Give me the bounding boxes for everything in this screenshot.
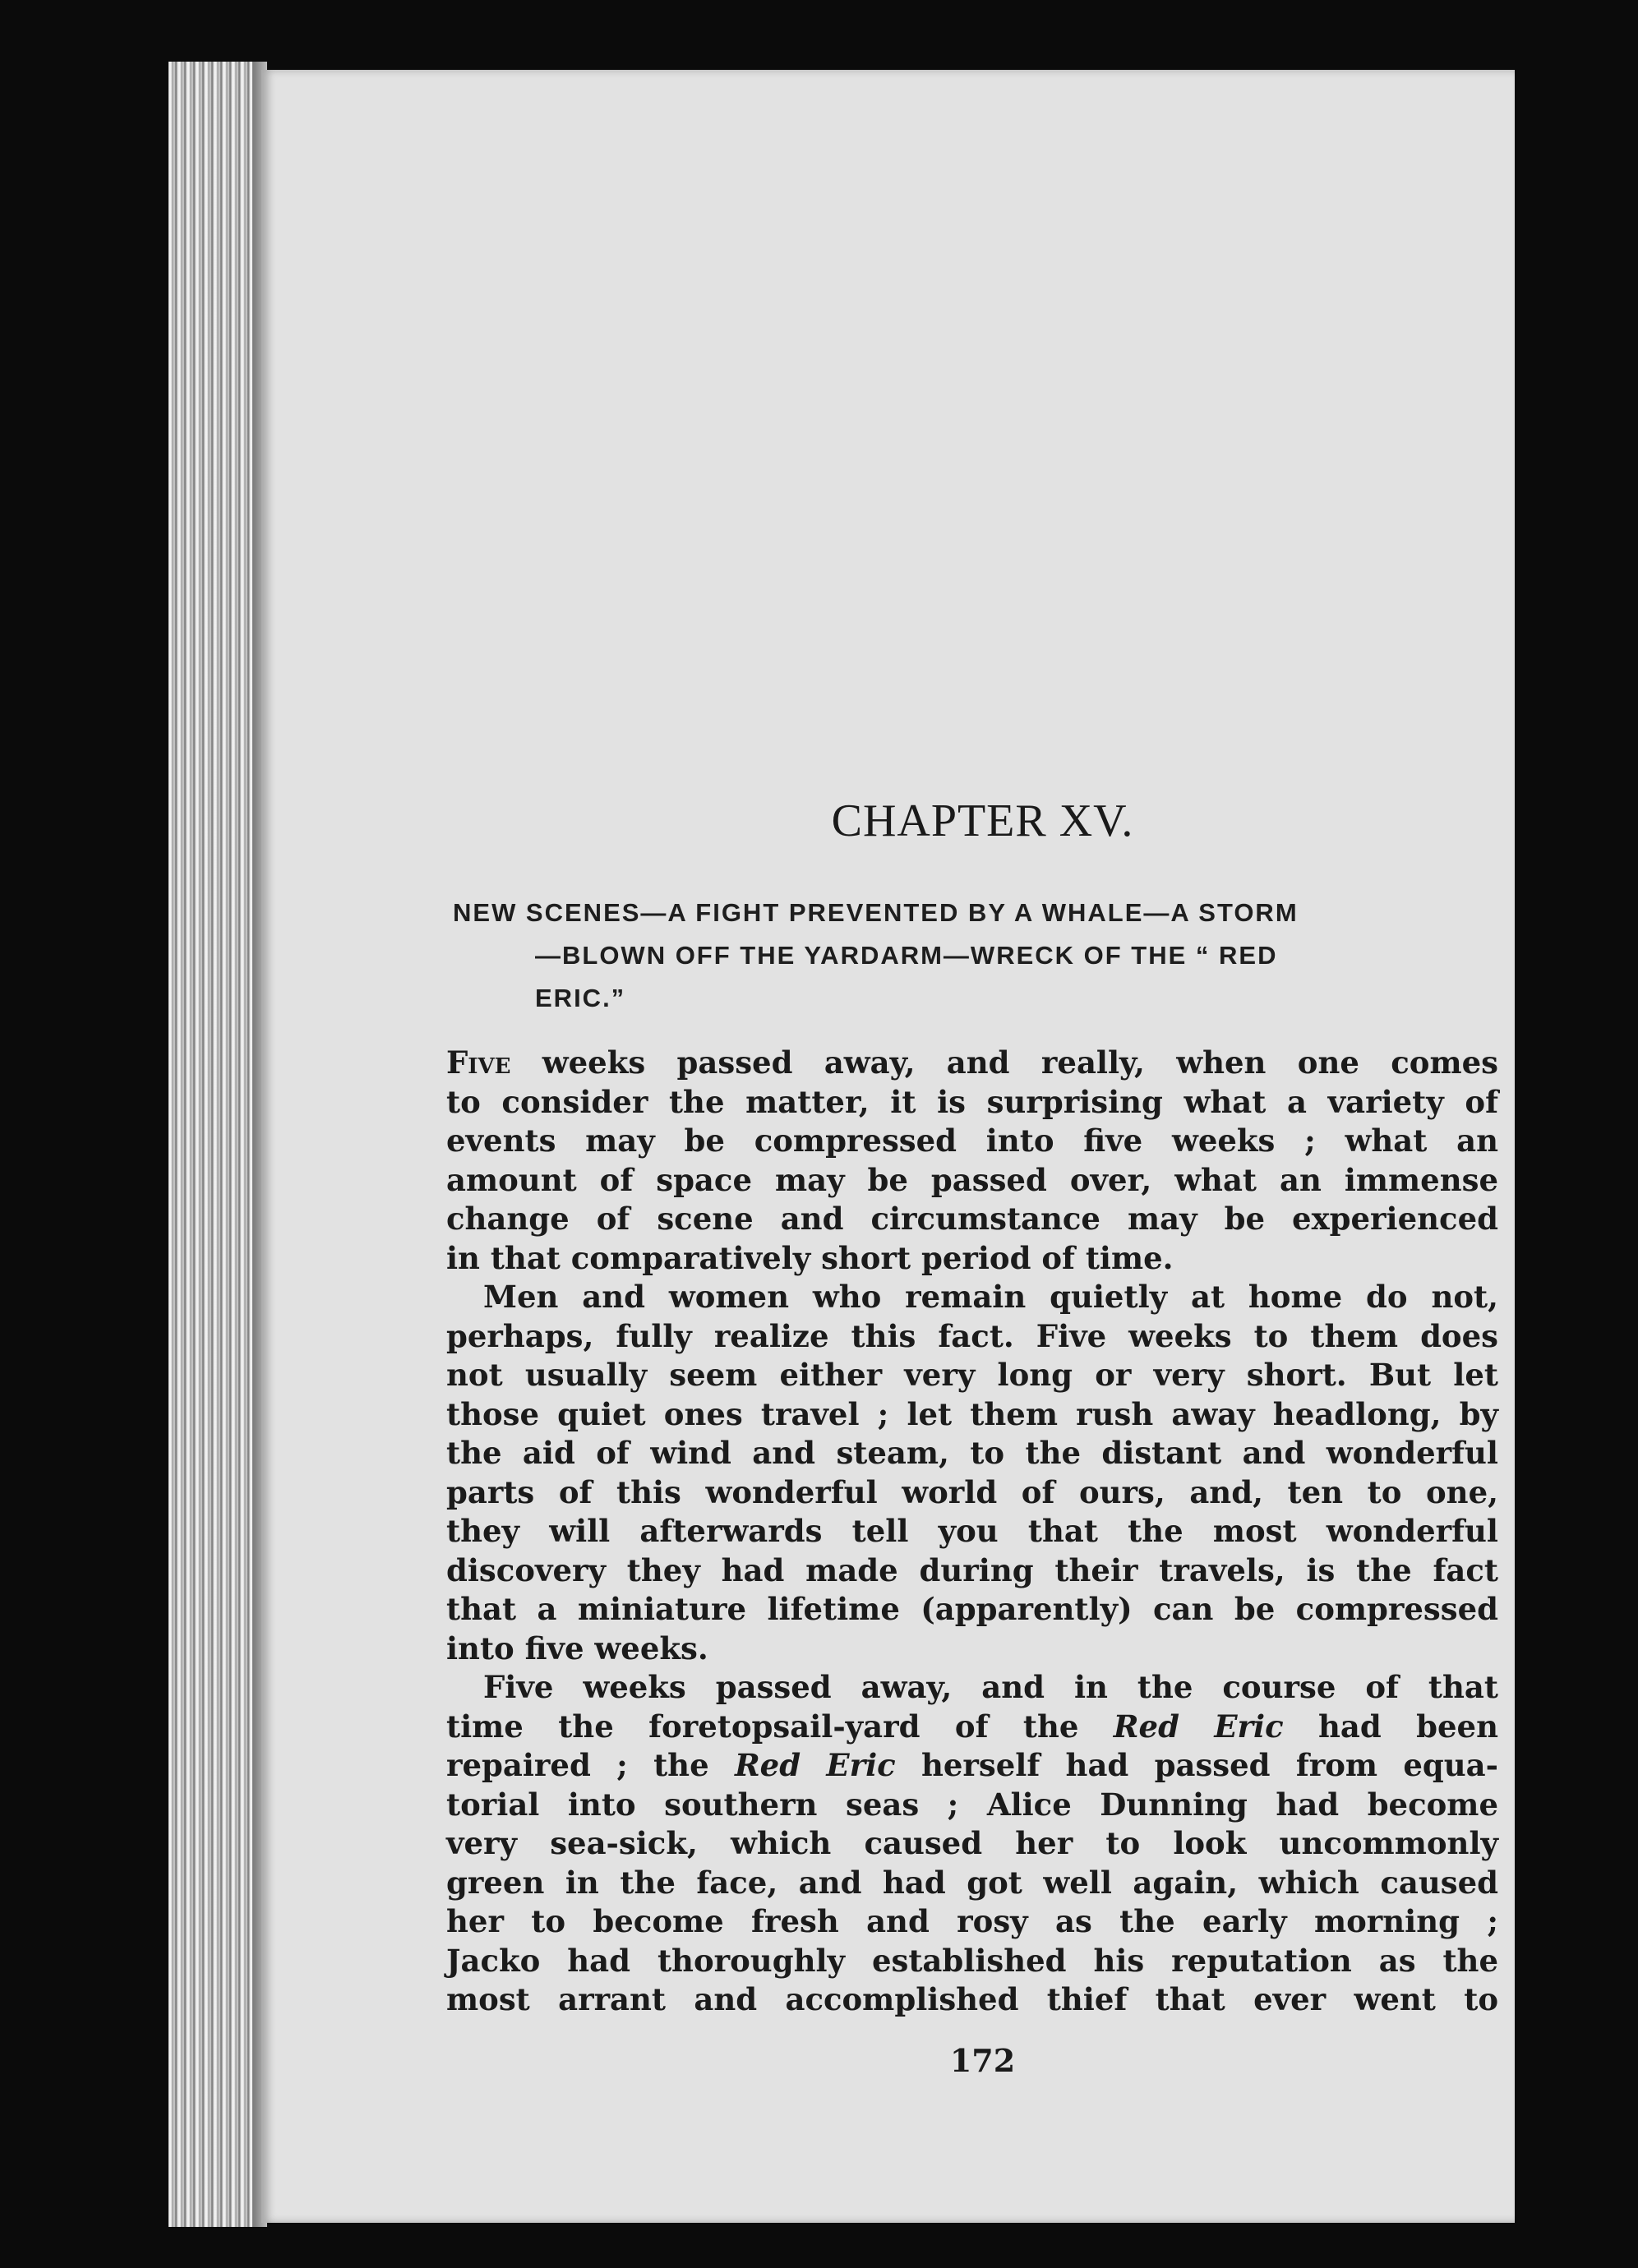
text-segment: repaired ; the: [446, 1747, 735, 1783]
paragraph: [446, 1044, 1498, 1278]
chapter-synopsis: [453, 892, 1497, 1020]
synopsis-line: —BLOWN OFF THE YARDARM—WRECK OF THE “ RED: [535, 941, 1278, 970]
synopsis-line: NEW SCENES—A FIGHT PREVENTED BY A WHALE—A STORM: [453, 898, 1299, 927]
text-line: [446, 1864, 1498, 1903]
text-line: [446, 1668, 1498, 1708]
text-line: [446, 1942, 1498, 1981]
italic-text: Red Eric: [734, 1747, 896, 1783]
italic-text: Red Eric: [1113, 1708, 1284, 1745]
page-number: 172: [949, 2042, 1016, 2079]
text-line: [446, 1902, 1498, 1942]
text-line: [446, 1356, 1498, 1395]
text-segment: change of scene and circumstance may be experienced: [446, 1201, 1498, 1237]
text-line: [446, 1512, 1498, 1551]
text-segment: perhaps, fully realize this fact. Five weeks to them does: [446, 1317, 1498, 1354]
text-segment: Five weeks passed away, and in the course of that: [483, 1669, 1498, 1705]
text-segment: Jacko had thoroughly established his reputation as the: [446, 1942, 1498, 1979]
text-line: [446, 1278, 1498, 1317]
text-segment: torial into southern seas ; Alice Dunning had become: [446, 1786, 1498, 1823]
text-line: [446, 1122, 1498, 1161]
text-line: [446, 1708, 1498, 1747]
text-segment: in that comparatively short period of time.: [446, 1239, 1174, 1276]
text-segment: green in the face, and had got well again, which caused: [446, 1864, 1498, 1901]
book-page-edges: [168, 62, 267, 2227]
text-segment: most arrant and accomplished thief that ever went to: [446, 1981, 1498, 2017]
text-segment: parts of this wonderful world of ours, and, ten to one,: [446, 1473, 1498, 1510]
text-line: [446, 1746, 1498, 1786]
text-segment: discovery they had made during their travels, is the fact: [446, 1551, 1498, 1588]
text-line: [446, 1590, 1498, 1630]
text-segment: to consider the matter, it is surprising what a variety of: [446, 1083, 1498, 1120]
text-segment: herself had passed from equa-: [895, 1747, 1499, 1783]
text-segment: the aid of wind and steam, to the distant and wonderful: [446, 1435, 1498, 1471]
text-segment: that a miniature lifetime (apparently) can be compressed: [446, 1591, 1498, 1627]
text-segment: not usually seem either very long or very short. But let: [446, 1357, 1498, 1393]
text-segment: amount of space may be passed over, what an immense: [446, 1161, 1498, 1198]
text-segment: very sea-sick, which caused her to look uncommonly: [446, 1825, 1498, 1861]
text-line: [446, 1824, 1498, 1864]
text-line: [446, 1786, 1498, 1825]
text-line: [446, 1395, 1498, 1435]
paragraph: [446, 1668, 1498, 2020]
text-line: [446, 1434, 1498, 1473]
text-segment: events may be compressed into five weeks ; what an: [446, 1122, 1498, 1159]
text-line: [446, 1551, 1498, 1591]
text-segment: time the foretopsail-yard of the: [446, 1708, 1114, 1745]
text-segment: weeks passed away, and really, when one comes: [510, 1044, 1498, 1081]
text-segment: her to become fresh and rosy as the early morning ;: [446, 1903, 1498, 1939]
text-segment: into five weeks.: [446, 1630, 708, 1666]
text-line: [446, 1980, 1498, 2020]
text-line: [446, 1317, 1498, 1357]
book-page: [261, 70, 1515, 2223]
text-line: [446, 1200, 1498, 1239]
text-segment: those quiet ones travel ; let them rush away headlong, by: [446, 1395, 1498, 1432]
text-line: [446, 1630, 1498, 1669]
text-segment: they will afterwards tell you that the most wonderful: [446, 1513, 1498, 1549]
text-line: [446, 1161, 1498, 1201]
chapter-title: CHAPTER XV.: [831, 795, 1134, 846]
text-line: [446, 1473, 1498, 1513]
text-line: [446, 1044, 1498, 1083]
synopsis-line: ERIC.”: [535, 984, 626, 1012]
body-text: [446, 1044, 1498, 2020]
text-segment: had been: [1283, 1708, 1498, 1745]
text-segment: Men and women who remain quietly at home do not,: [483, 1279, 1498, 1315]
text-line: [446, 1083, 1498, 1122]
small-caps-text: Five: [446, 1044, 511, 1081]
text-line: [446, 1239, 1498, 1279]
paragraph: [446, 1278, 1498, 1668]
